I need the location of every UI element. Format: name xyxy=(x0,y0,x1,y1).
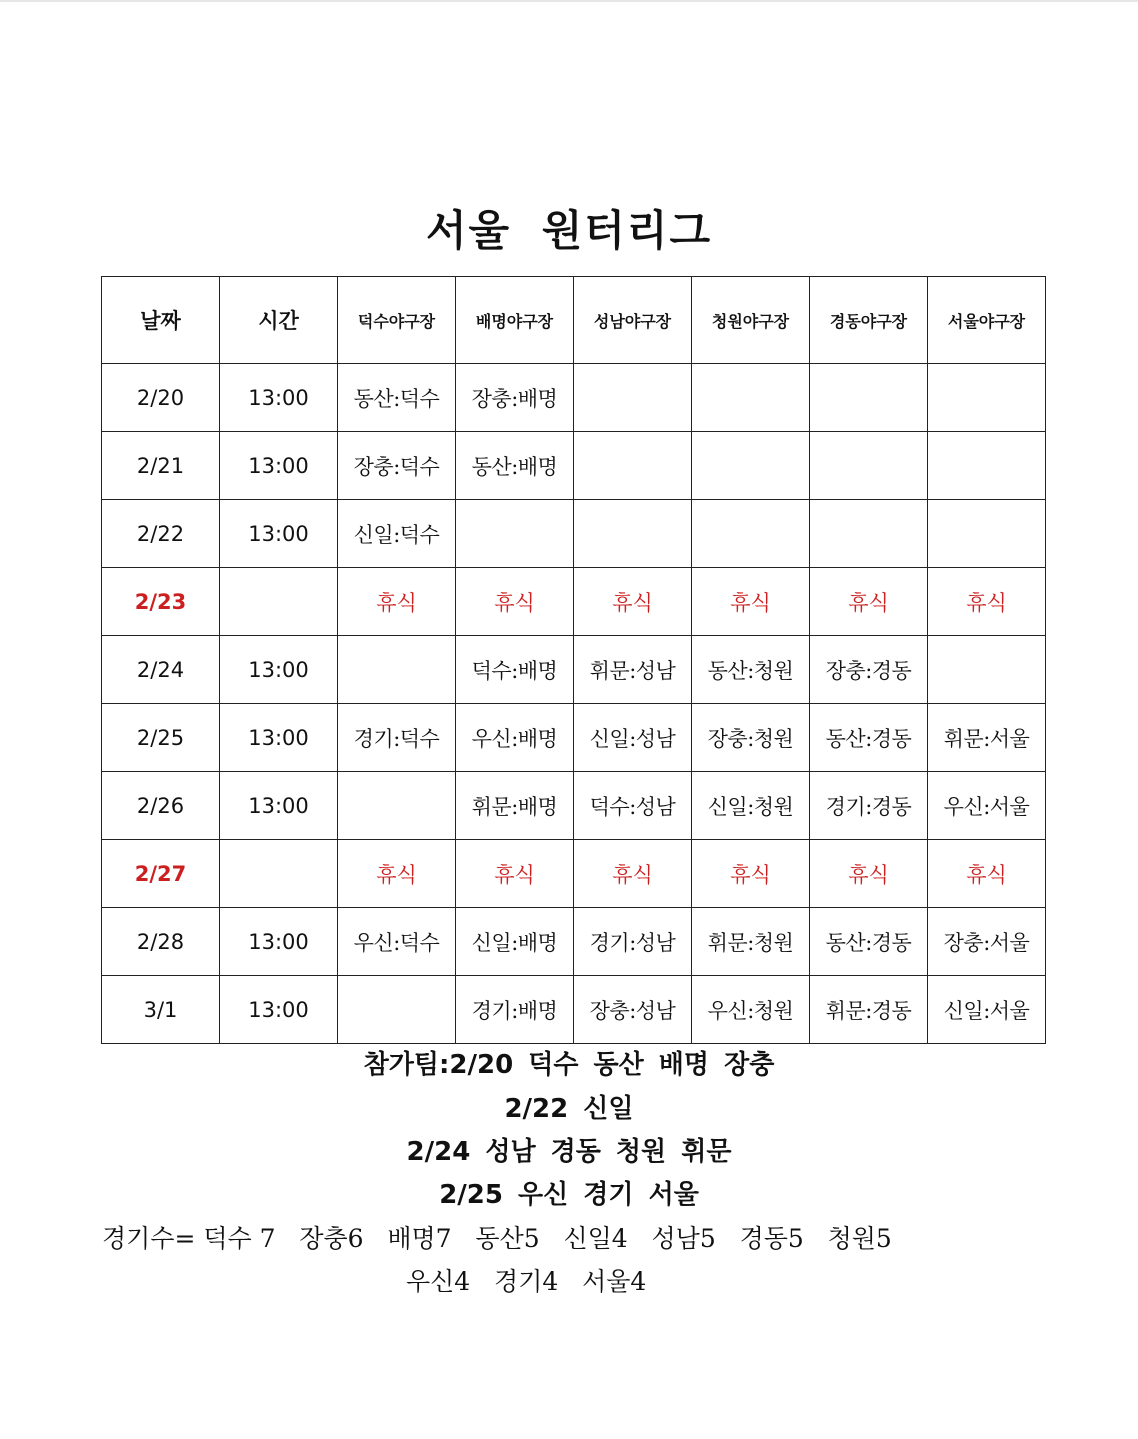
game-cell xyxy=(574,364,692,432)
game-cell: 동산:덕수 xyxy=(338,364,456,432)
rest-cell: 휴식 xyxy=(810,568,928,636)
game-cell: 신일:서울 xyxy=(928,976,1046,1044)
participants-line: 2/24 성남 경동 청원 휘문 xyxy=(406,1137,732,1167)
game-cell: 장충:덕수 xyxy=(338,432,456,500)
game-cell xyxy=(574,432,692,500)
date-cell: 2/20 xyxy=(102,364,220,432)
page-title: 서울 원터리그 xyxy=(425,206,713,255)
game-cell: 우신:청원 xyxy=(692,976,810,1044)
game-count-line: 경기수= 덕수 7 장충6 배명7 동산5 신일4 성남5 경동5 청원5 xyxy=(102,1224,892,1253)
time-cell: 13:00 xyxy=(220,772,338,840)
rest-cell: 휴식 xyxy=(574,568,692,636)
game-cell xyxy=(456,500,574,568)
game-cell: 휘문:청원 xyxy=(692,908,810,976)
game-cell: 우신:배명 xyxy=(456,704,574,772)
rest-cell: 휴식 xyxy=(692,840,810,908)
game-cell: 장충:경동 xyxy=(810,636,928,704)
game-cell xyxy=(810,364,928,432)
game-cell: 동산:배명 xyxy=(456,432,574,500)
table-row xyxy=(102,432,1046,500)
time-cell: 13:00 xyxy=(220,432,338,500)
rest-cell: 휴식 xyxy=(692,568,810,636)
game-cell xyxy=(338,976,456,1044)
top-border-line xyxy=(0,0,1138,2)
game-cell: 장충:청원 xyxy=(692,704,810,772)
date-cell: 2/21 xyxy=(102,432,220,500)
game-cell: 동산:경동 xyxy=(810,704,928,772)
game-cell: 경기:덕수 xyxy=(338,704,456,772)
header-time: 시간 xyxy=(220,277,338,364)
time-cell xyxy=(220,568,338,636)
game-cell xyxy=(928,636,1046,704)
date-cell: 2/27 xyxy=(102,840,220,908)
rest-cell: 휴식 xyxy=(928,840,1046,908)
participants-line: 2/22 신일 xyxy=(504,1094,634,1124)
game-cell: 경기:배명 xyxy=(456,976,574,1044)
game-cell: 덕수:배명 xyxy=(456,636,574,704)
date-cell: 2/28 xyxy=(102,908,220,976)
game-cell: 덕수:성남 xyxy=(574,772,692,840)
game-cell: 우신:덕수 xyxy=(338,908,456,976)
table-row xyxy=(102,976,1046,1044)
game-cell: 장충:배명 xyxy=(456,364,574,432)
game-cell xyxy=(574,500,692,568)
time-cell xyxy=(220,840,338,908)
date-cell: 3/1 xyxy=(102,976,220,1044)
schedule-table xyxy=(101,276,1046,1044)
participants-line: 참가팀:2/20 덕수 동산 배명 장충 xyxy=(363,1050,775,1080)
table-row xyxy=(102,636,1046,704)
game-count-line: 우신4 경기4 서울4 xyxy=(406,1267,647,1296)
game-cell xyxy=(692,364,810,432)
rest-cell: 휴식 xyxy=(928,568,1046,636)
game-cell xyxy=(928,432,1046,500)
header-stadium: 덕수야구장 xyxy=(338,277,456,364)
game-cell: 장충:성남 xyxy=(574,976,692,1044)
rest-cell: 휴식 xyxy=(810,840,928,908)
header-stadium: 청원야구장 xyxy=(692,277,810,364)
date-cell: 2/24 xyxy=(102,636,220,704)
game-cell xyxy=(810,500,928,568)
game-cell: 휘문:서울 xyxy=(928,704,1046,772)
game-cell: 동산:청원 xyxy=(692,636,810,704)
game-cell: 경기:경동 xyxy=(810,772,928,840)
rest-day-row xyxy=(102,840,1046,908)
header-date: 날짜 xyxy=(102,277,220,364)
game-cell: 신일:배명 xyxy=(456,908,574,976)
date-cell: 2/23 xyxy=(102,568,220,636)
date-cell: 2/25 xyxy=(102,704,220,772)
game-cell: 신일:청원 xyxy=(692,772,810,840)
game-cell xyxy=(928,364,1046,432)
header-stadium: 성남야구장 xyxy=(574,277,692,364)
game-cell: 휘문:성남 xyxy=(574,636,692,704)
game-cell: 신일:성남 xyxy=(574,704,692,772)
table-header-row xyxy=(102,277,1046,364)
date-cell: 2/22 xyxy=(102,500,220,568)
table-row xyxy=(102,364,1046,432)
participants-line: 2/25 우신 경기 서울 xyxy=(439,1180,699,1210)
table-row xyxy=(102,500,1046,568)
rest-cell: 휴식 xyxy=(456,568,574,636)
rest-cell: 휴식 xyxy=(456,840,574,908)
game-cell: 우신:서울 xyxy=(928,772,1046,840)
table-row xyxy=(102,908,1046,976)
game-cell xyxy=(692,432,810,500)
game-cell xyxy=(810,432,928,500)
game-cell xyxy=(338,636,456,704)
game-cell: 신일:덕수 xyxy=(338,500,456,568)
header-stadium: 배명야구장 xyxy=(456,277,574,364)
table-row xyxy=(102,772,1046,840)
game-cell: 동산:경동 xyxy=(810,908,928,976)
game-cell: 휘문:경동 xyxy=(810,976,928,1044)
time-cell: 13:00 xyxy=(220,976,338,1044)
header-stadium: 경동야구장 xyxy=(810,277,928,364)
game-cell xyxy=(692,500,810,568)
header-stadium: 서울야구장 xyxy=(928,277,1046,364)
game-cell: 휘문:배명 xyxy=(456,772,574,840)
time-cell: 13:00 xyxy=(220,364,338,432)
rest-day-row xyxy=(102,568,1046,636)
rest-cell: 휴식 xyxy=(338,840,456,908)
time-cell: 13:00 xyxy=(220,500,338,568)
date-cell: 2/26 xyxy=(102,772,220,840)
table-row xyxy=(102,704,1046,772)
game-cell xyxy=(338,772,456,840)
time-cell: 13:00 xyxy=(220,908,338,976)
rest-cell: 휴식 xyxy=(338,568,456,636)
game-cell: 경기:성남 xyxy=(574,908,692,976)
time-cell: 13:00 xyxy=(220,636,338,704)
time-cell: 13:00 xyxy=(220,704,338,772)
game-cell xyxy=(928,500,1046,568)
game-cell: 장충:서울 xyxy=(928,908,1046,976)
rest-cell: 휴식 xyxy=(574,840,692,908)
